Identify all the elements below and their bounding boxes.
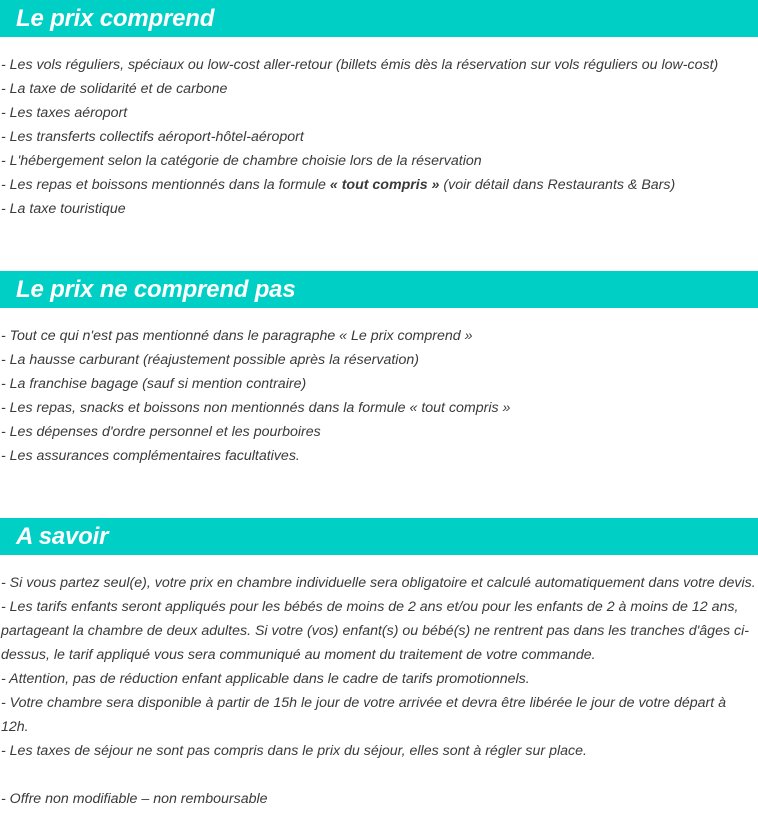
list-item-line: - Votre chambre sera disponible à partir de 15h le jour de votre arrivée et devra être libérée le jour de votre départ à bbox=[1, 695, 727, 711]
list-item-line: - Les tarifs enfants seront appliqués pour les bébés de moins de 2 ans et/ou pour les enfants de 2 à moins de 12 ans, bbox=[1, 599, 739, 615]
list-item: - Si vous partez seul(e), votre prix en chambre individuelle sera obligatoire et calculé automatiquement dans votre devis. bbox=[1, 575, 756, 591]
list-item: - La taxe de solidarité et de carbone bbox=[1, 81, 228, 97]
section-header-price-includes bbox=[0, 0, 758, 37]
list-item: - Les taxes aéroport bbox=[1, 105, 128, 121]
section-header-good-to-know bbox=[0, 518, 758, 555]
section-header-price-excludes bbox=[0, 271, 758, 308]
list-item: - Les dépenses d'ordre personnel et les pourboires bbox=[1, 424, 321, 440]
section-title: A savoir bbox=[16, 523, 109, 550]
list-item: - Les assurances complémentaires facultatives. bbox=[1, 448, 300, 464]
list-item: - L'hébergement selon la catégorie de chambre choisie lors de la réservation bbox=[1, 153, 482, 169]
section-title: Le prix comprend bbox=[16, 5, 215, 32]
list-item: - Les taxes de séjour ne sont pas compris dans le prix du séjour, elles sont à régler sur place. bbox=[1, 743, 587, 759]
list-item bbox=[1, 691, 757, 739]
list-item: - Attention, pas de réduction enfant applicable dans le cadre de tarifs promotionnels. bbox=[1, 671, 530, 687]
list-item-text: (voir détail dans Restaurants & Bars) bbox=[439, 177, 676, 193]
list-item: - La franchise bagage (sauf si mention contraire) bbox=[1, 376, 307, 392]
list-item bbox=[1, 173, 675, 197]
section-title: Le prix ne comprend pas bbox=[16, 276, 296, 303]
list-item: - Les vols réguliers, spéciaux ou low-cost aller-retour (billets émis dès la réservation sur vols réguliers ou low-cost) bbox=[1, 57, 719, 73]
list-item: - Offre non modifiable – non remboursable bbox=[1, 791, 268, 807]
list-item: - Tout ce qui n'est pas mentionné dans le paragraphe « Le prix comprend » bbox=[1, 328, 473, 344]
list-item: - La taxe touristique bbox=[1, 201, 126, 217]
list-item-line: 12h. bbox=[1, 719, 29, 735]
list-item-text: - Les repas et boissons mentionnés dans la formule bbox=[1, 177, 330, 193]
list-item-line: partageant la chambre de deux adultes. Si votre (vos) enfant(s) ou bébé(s) ne rentrent pas dans les tranches d'âges ci- bbox=[1, 623, 749, 639]
list-item bbox=[1, 595, 757, 667]
list-item: - Les repas, snacks et boissons non mentionnés dans la formule « tout compris » bbox=[1, 400, 511, 416]
list-item-line: dessus, le tarif appliqué vous sera communiqué au moment du traitement de votre commande. bbox=[1, 647, 596, 663]
list-item-bold-text: « tout compris » bbox=[329, 177, 440, 193]
list-item: - Les transferts collectifs aéroport-hôtel-aéroport bbox=[1, 129, 304, 145]
list-item: - La hausse carburant (réajustement possible après la réservation) bbox=[1, 352, 419, 368]
